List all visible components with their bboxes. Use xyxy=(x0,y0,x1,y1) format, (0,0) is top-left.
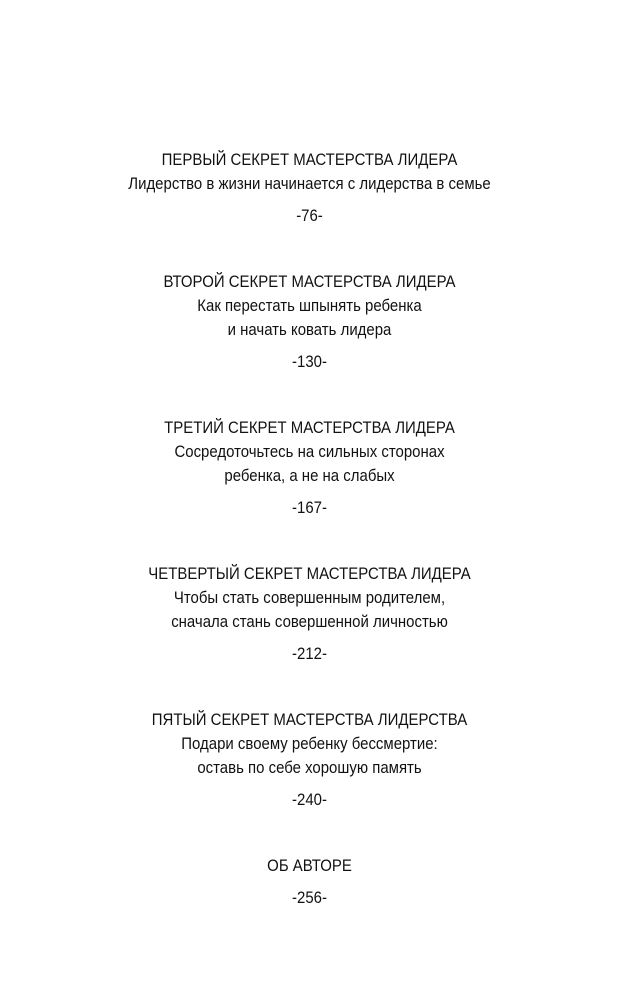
toc-entry-6 xyxy=(0,854,619,910)
toc-entry-5 xyxy=(0,708,619,812)
toc-entry-subtitle-line: Сосредоточьтесь на сильных сторонах xyxy=(174,442,445,461)
toc-entry-page-number: -256- xyxy=(292,888,327,907)
toc-entry-page-number: -76- xyxy=(296,206,323,225)
toc-entry-1 xyxy=(0,148,619,228)
toc-entry-subtitle-line: Чтобы стать совершенным родителем, xyxy=(173,588,446,607)
table-of-contents xyxy=(0,148,619,952)
toc-entry-3 xyxy=(0,416,619,520)
toc-entry-page-number: -130- xyxy=(292,352,327,371)
toc-entry-page-number: -212- xyxy=(292,644,327,663)
toc-entry-subtitle-line: Лидерство в жизни начинается с лидерства в семье xyxy=(128,174,491,193)
toc-entry-subtitle-line: Подари своему ребенку бессмертие: xyxy=(181,734,438,753)
toc-entry-subtitle-line: ребенка, а не на слабых xyxy=(224,466,395,485)
toc-entry-heading: ПЯТЫЙ СЕКРЕТ МАСТЕРСТВА ЛИДЕРСТВА xyxy=(151,710,468,729)
toc-entry-heading: ОБ АВТОРЕ xyxy=(267,856,352,875)
toc-entry-heading: ЧЕТВЕРТЫЙ СЕКРЕТ МАСТЕРСТВА ЛИДЕРА xyxy=(148,564,471,583)
toc-entry-subtitle-line: и начать ковать лидера xyxy=(227,320,392,339)
toc-entry-subtitle-line: сначала стань совершенной личностью xyxy=(171,612,448,631)
toc-entry-heading: ВТОРОЙ СЕКРЕТ МАСТЕРСТВА ЛИДЕРА xyxy=(163,272,456,291)
toc-entry-heading: ПЕРВЫЙ СЕКРЕТ МАСТЕРСТВА ЛИДЕРА xyxy=(161,150,458,169)
toc-entry-subtitle-line: оставь по себе хорошую память xyxy=(197,758,422,777)
toc-entry-heading: ТРЕТИЙ СЕКРЕТ МАСТЕРСТВА ЛИДЕРА xyxy=(164,418,455,437)
toc-entry-4 xyxy=(0,562,619,666)
toc-entry-page-number: -167- xyxy=(292,498,327,517)
toc-entry-page-number: -240- xyxy=(292,790,327,809)
toc-entry-2 xyxy=(0,270,619,374)
toc-entry-subtitle-line: Как перестать шпынять ребенка xyxy=(197,296,422,315)
